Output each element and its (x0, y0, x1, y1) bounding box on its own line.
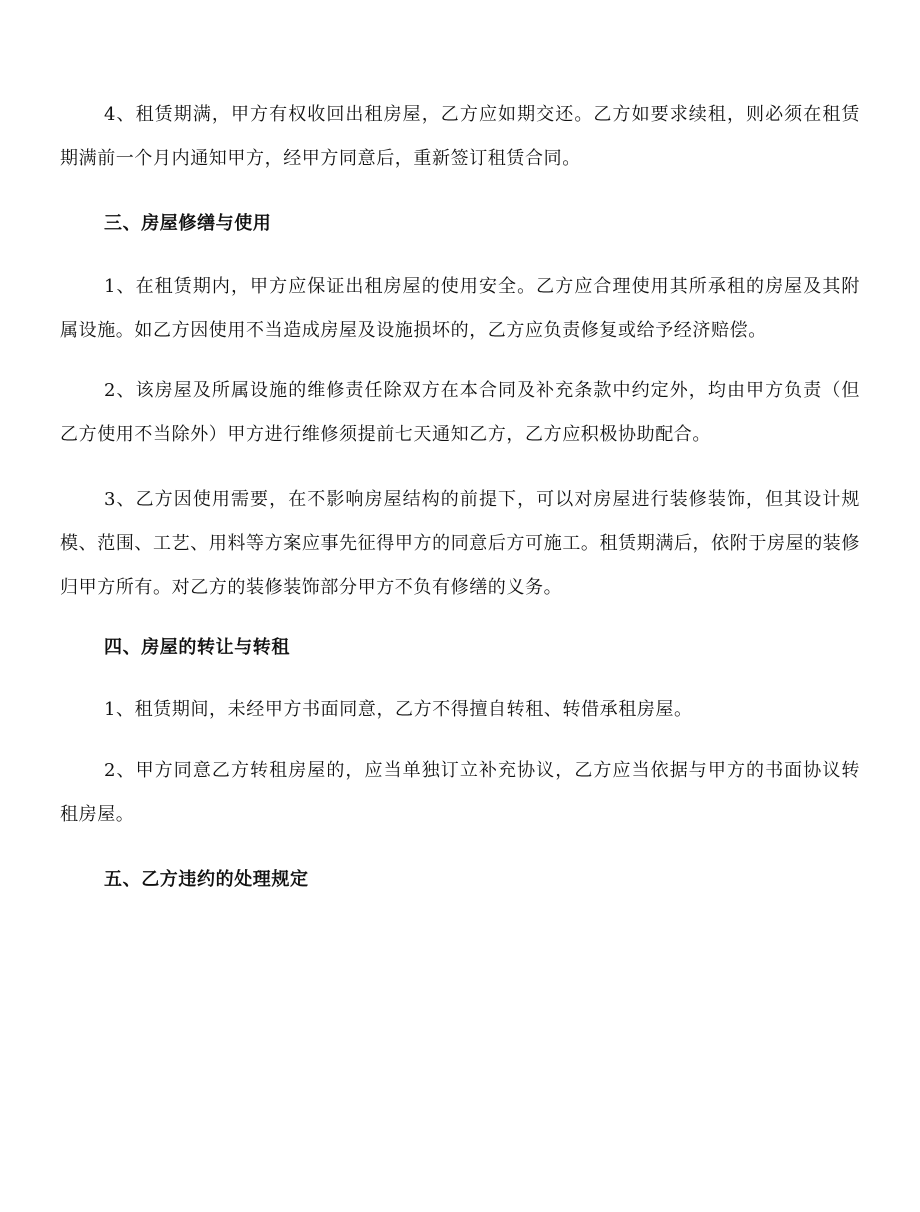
clause-4-2-sublet-agreement: 2、甲方同意乙方转租房屋的，应当单独订立补充协议，乙方应当依据与甲方的书面协议转租房屋。 (60, 760, 860, 825)
section-3-heading: 三、房屋修缮与使用 (104, 213, 272, 234)
clause-4-lease-expiry: 4、租赁期满，甲方有权收回出租房屋，乙方应如期交还。乙方如要求续租，则必须在租赁期满前一个月内通知甲方，经甲方同意后，重新签订租赁合同。 (60, 104, 860, 169)
clause-3-1-safety: 1、在租赁期内，甲方应保证出租房屋的使用安全。乙方应合理使用其所承租的房屋及其附属设施。如乙方因使用不当造成房屋及设施损坏的，乙方应负责修复或给予经济赔偿。 (60, 276, 860, 341)
section-5-heading: 五、乙方违约的处理规定 (104, 869, 309, 890)
clause-3-2-maintenance: 2、该房屋及所属设施的维修责任除双方在本合同及补充条款中约定外，均由甲方负责（但乙方使用不当除外）甲方进行维修须提前七天通知乙方，乙方应积极协助配合。 (60, 380, 860, 445)
section-4-heading: 四、房屋的转让与转租 (104, 637, 290, 658)
clause-4-1-sublet-consent: 1、租赁期间，未经甲方书面同意，乙方不得擅自转租、转借承租房屋。 (104, 699, 693, 720)
clause-3-3-renovation: 3、乙方因使用需要，在不影响房屋结构的前提下，可以对房屋进行装修装饰，但其设计规模、范围、工艺、用料等方案应事先征得甲方的同意后方可施工。租赁期满后，依附于房屋的装修归甲方所有。对乙方的装修装饰部分甲方不负有修缮的义务。 (60, 489, 860, 598)
